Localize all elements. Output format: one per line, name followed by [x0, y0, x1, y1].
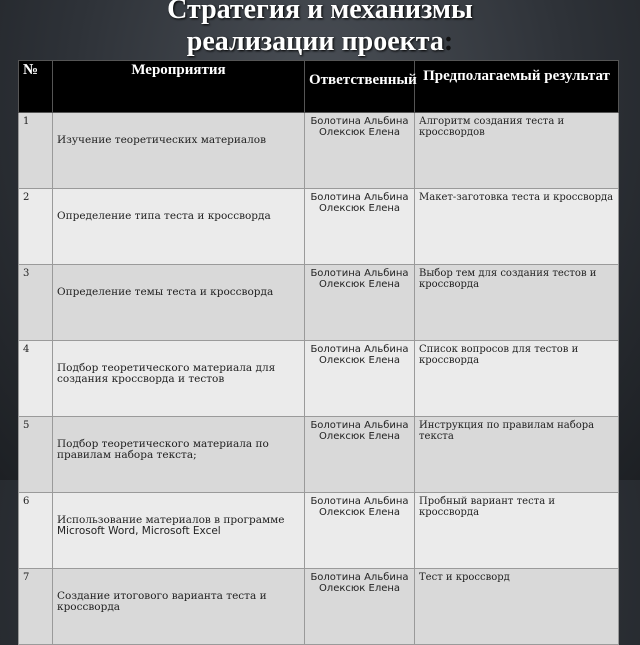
row-result: Макет-заготовка теста и кроссворда — [415, 189, 619, 265]
row-num: 6 — [19, 493, 53, 569]
row-responsible: Болотина Альбина Олексюк Елена — [305, 493, 415, 569]
row-num: 5 — [19, 417, 53, 493]
table-row — [19, 189, 619, 265]
row-responsible: Болотина Альбина Олексюк Елена — [305, 113, 415, 189]
row-result: Алгоритм создания теста и кроссвордов — [415, 113, 619, 189]
slide-title-colon: : — [443, 26, 454, 57]
row-num: 3 — [19, 265, 53, 341]
row-activity: Подбор теоретического материала по правилам набора текста; — [53, 417, 305, 493]
header-responsible: Ответственный — [305, 61, 415, 113]
row-activity: Изучение теоретических материалов — [53, 113, 305, 189]
row-num: 2 — [19, 189, 53, 265]
row-activity: Подбор теоретического материала для создания кроссворда и тестов — [53, 341, 305, 417]
header-result: Предполагаемый результат — [415, 61, 619, 113]
slide-title-line-1: Стратегия и механизмы — [167, 0, 473, 25]
header-activity: Мероприятия — [53, 61, 305, 113]
row-result: Список вопросов для тестов и кроссворда — [415, 341, 619, 417]
row-result: Выбор тем для создания тестов и кроссворда — [415, 265, 619, 341]
table-row — [19, 493, 619, 569]
table-row — [19, 569, 619, 645]
row-responsible: Болотина Альбина Олексюк Елена — [305, 341, 415, 417]
row-activity: Определение темы теста и кроссворда — [53, 265, 305, 341]
row-num: 4 — [19, 341, 53, 417]
row-activity-software: Microsoft Word, Microsoft Excel — [57, 525, 221, 537]
row-responsible: Болотина Альбина Олексюк Елена — [305, 417, 415, 493]
row-num: 1 — [19, 113, 53, 189]
row-responsible: Болотина Альбина Олексюк Елена — [305, 265, 415, 341]
row-result: Тест и кроссворд — [415, 569, 619, 645]
row-num: 7 — [19, 569, 53, 645]
row-result: Пробный вариант теста и кроссворда — [415, 493, 619, 569]
plan-table-container — [18, 60, 618, 613]
row-responsible: Болотина Альбина Олексюк Елена — [305, 569, 415, 645]
plan-table — [18, 60, 619, 645]
row-activity-cell — [53, 493, 305, 569]
slide-title — [0, 0, 640, 58]
row-responsible: Болотина Альбина Олексюк Елена — [305, 189, 415, 265]
row-result: Инструкция по правилам набора текста — [415, 417, 619, 493]
header-num: № — [19, 61, 53, 113]
row-activity: Определение типа теста и кроссворда — [53, 189, 305, 265]
row-activity: Создание итогового варианта теста и кроссворда — [53, 569, 305, 645]
row-activity: Использование материалов в программе — [57, 514, 285, 526]
table-row — [19, 265, 619, 341]
table-header-row — [19, 61, 619, 113]
table-row — [19, 417, 619, 493]
table-row — [19, 341, 619, 417]
table-row — [19, 113, 619, 189]
slide-title-line-2: реализации проекта — [186, 26, 444, 57]
slide-title-line-2-wrap — [0, 26, 640, 58]
